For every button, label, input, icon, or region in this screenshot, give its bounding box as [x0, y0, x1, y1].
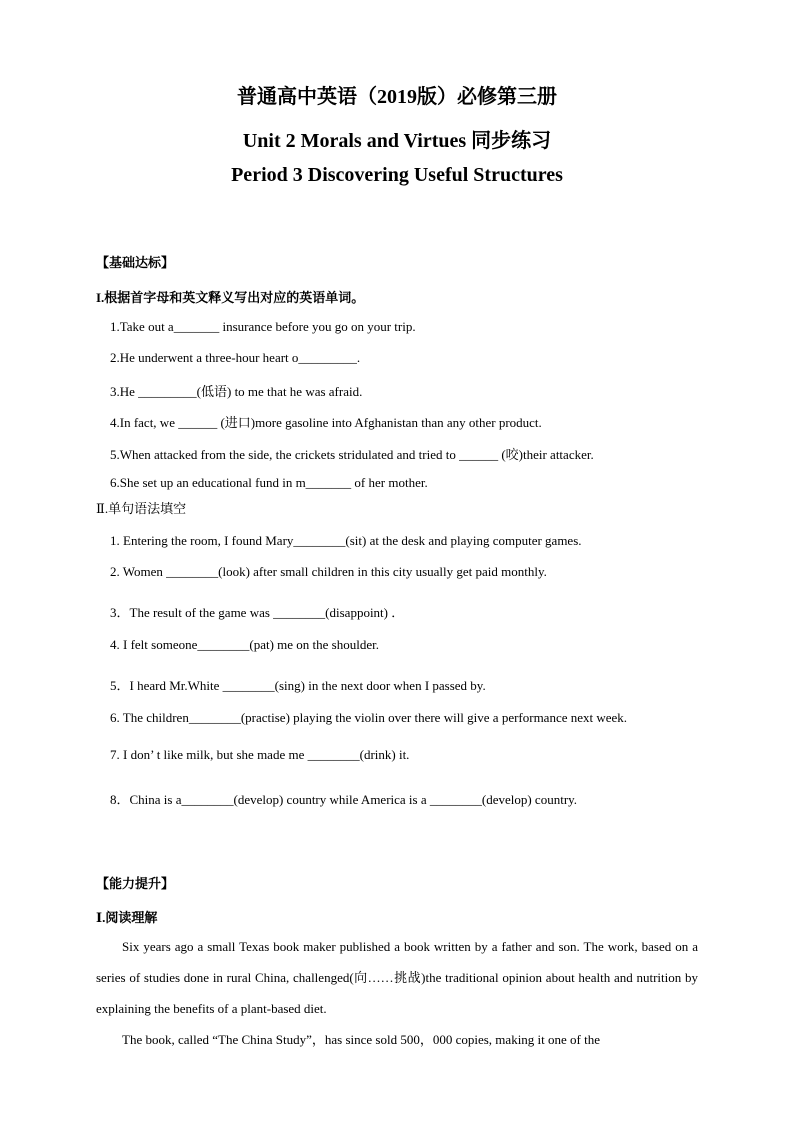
grammar-item: 6. The children________(practise) playing the violin over there will give a performance next week. — [110, 710, 628, 725]
document-title: 普通高中英语（2019版）必修第三册 — [237, 86, 557, 108]
vocab-item: 3.He _________(低语) to me that he was afraid. — [110, 384, 363, 399]
reading-paragraph: Six years ago a small Texas book maker published a book written by a father and son. The work, based on a series of studies done in rural China, challenged(向……挑战)the traditional opinion about health and nutrition by explaining the benefits of a plant-based diet. — [96, 939, 698, 1016]
grammar-item: 2. Women ________(look) after small children in this city usually get paid monthly. — [110, 564, 547, 579]
vocab-item: 6.She set up an educational fund in m_______ of her mother. — [110, 475, 428, 490]
reading-paragraph: The book, called “The China Study”，has since sold 500，000 copies, making it one of the — [122, 1032, 601, 1047]
grammar-item: 4. I felt someone________(pat) me on the shoulder. — [110, 637, 379, 652]
grammar-item: 3．The result of the game was ________(disappoint) ． — [110, 605, 405, 620]
grammar-item: 1. Entering the room, I found Mary________(sit) at the desk and playing computer games. — [110, 533, 582, 548]
basic-section-heading: 【基础达标】 — [96, 255, 175, 270]
vocab-item: 4.In fact, we ______ (进口)more gasoline into Afghanistan than any other product. — [110, 415, 542, 430]
vocab-item: 1.Take out a_______ insurance before you go on your trip. — [110, 319, 416, 334]
vocab-item: 5.When attacked from the side, the crickets stridulated and tried to ______ (咬)their attacker. — [110, 447, 594, 462]
part1-heading: I.根据首字母和英文释义写出对应的英语单词。 — [96, 290, 365, 305]
grammar-item: 7. I don’ t like milk, but she made me ________(drink) it. — [110, 747, 410, 762]
period-title: Period 3 Discovering Useful Structures — [231, 164, 563, 186]
grammar-item: 5．I heard Mr.White ________(sing) in the next door when I passed by. — [110, 678, 486, 693]
vocab-item: 2.He underwent a three-hour heart o_________. — [110, 350, 361, 365]
grammar-item: 8．China is a________(develop) country while America is a ________(develop) country. — [110, 792, 578, 807]
reading-heading: Ⅰ.阅读理解 — [96, 910, 158, 925]
part2-heading: Ⅱ.单句语法填空 — [96, 501, 187, 516]
advanced-section-heading: 【能力提升】 — [96, 876, 175, 891]
unit-title: Unit 2 Morals and Virtues 同步练习 — [242, 130, 552, 152]
